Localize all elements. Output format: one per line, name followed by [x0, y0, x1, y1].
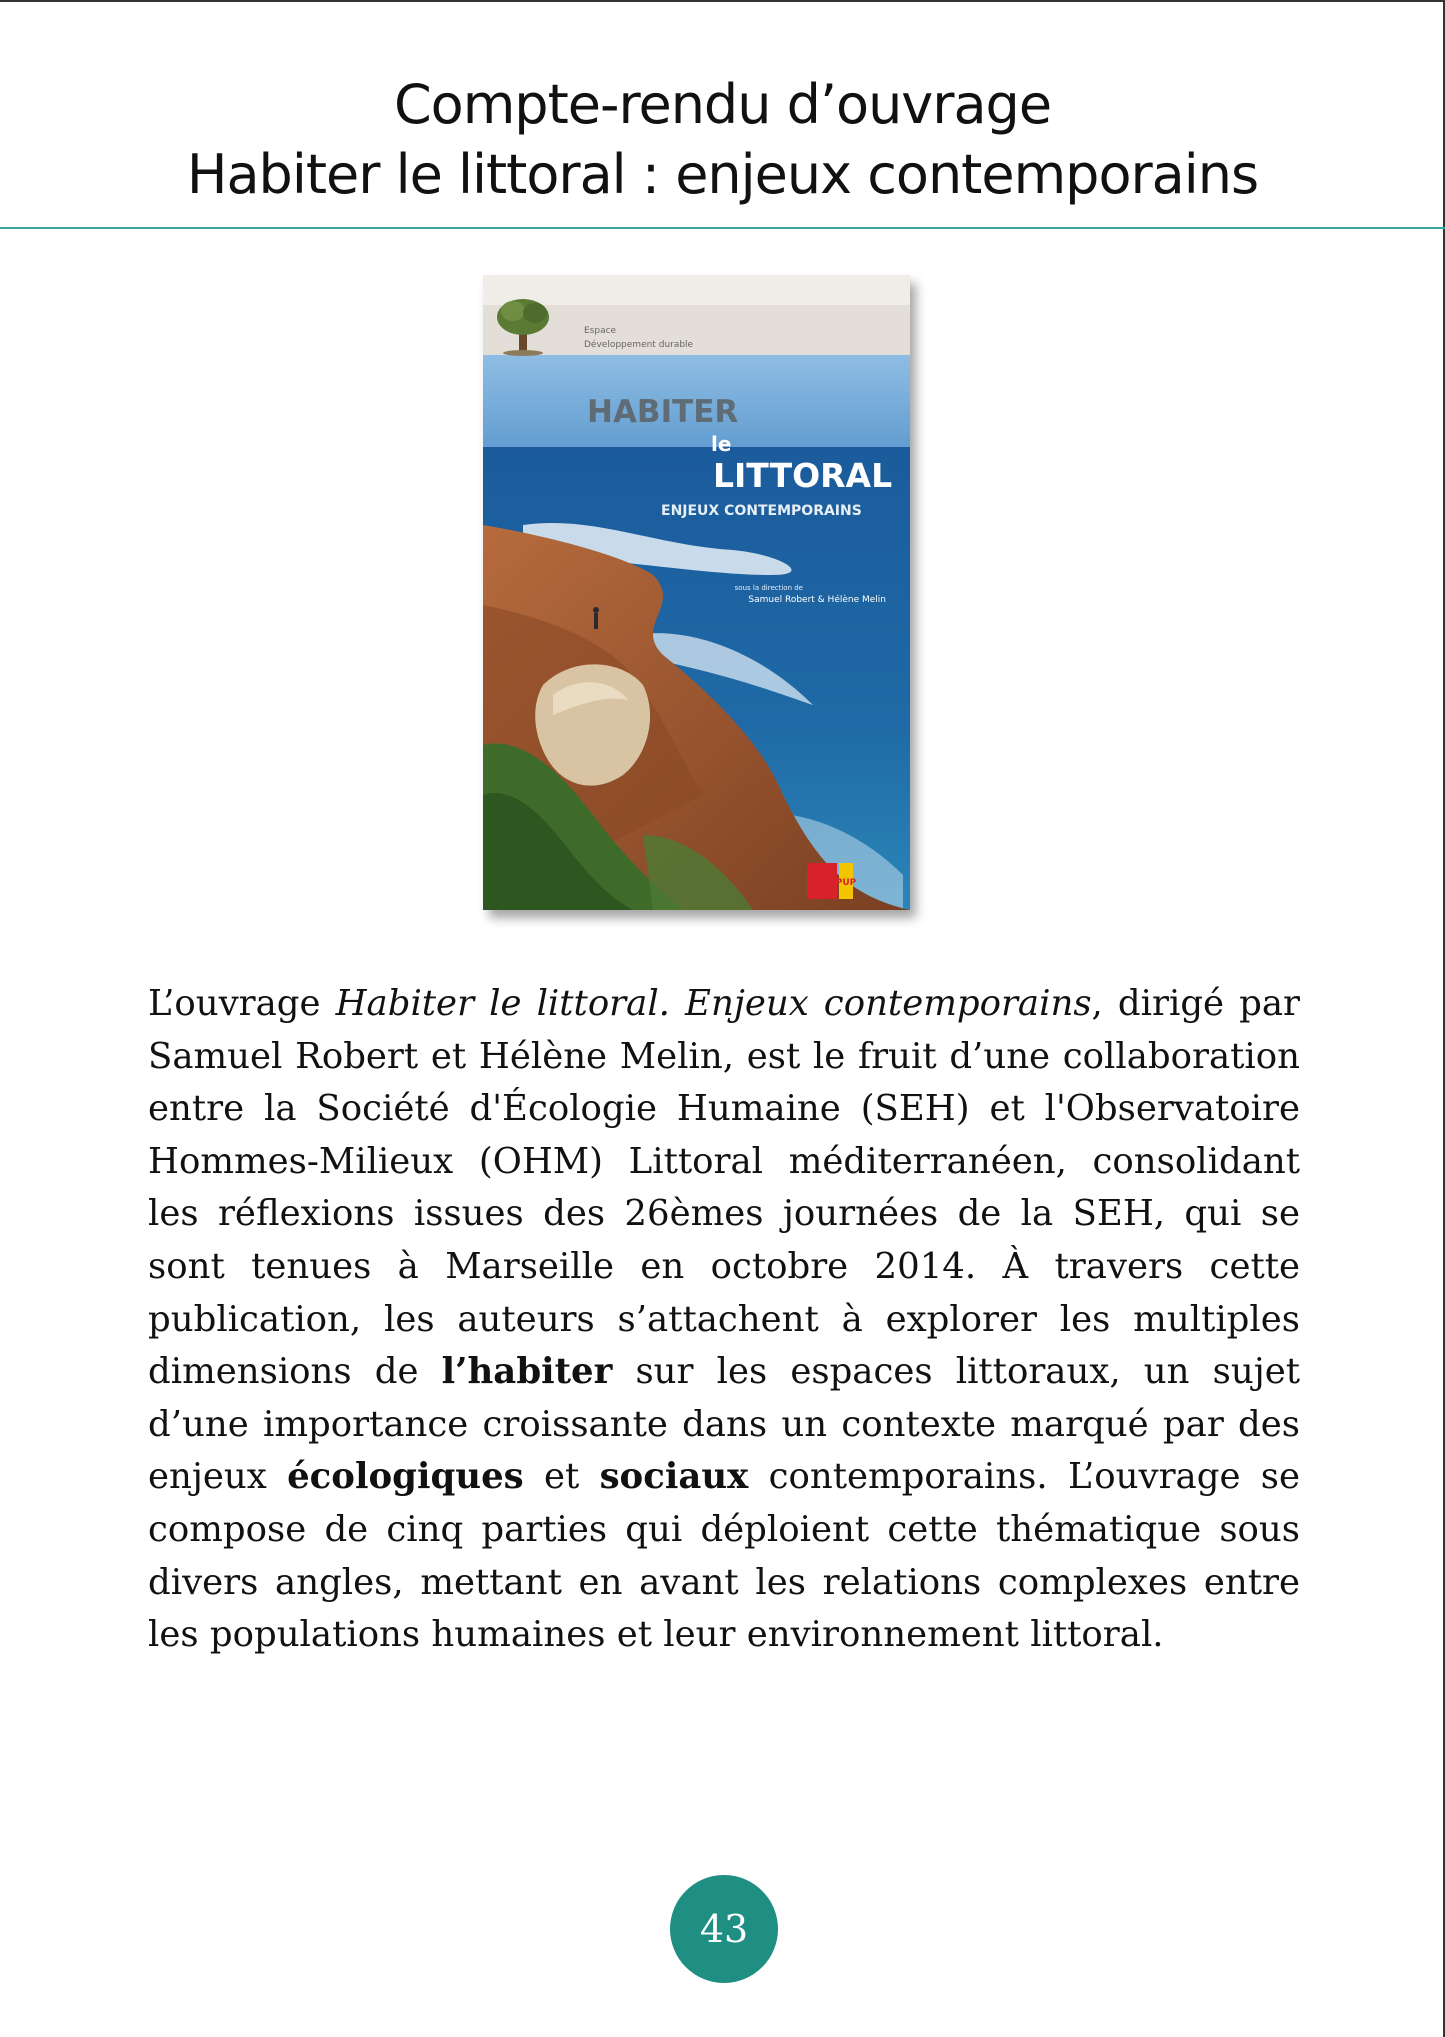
keyword-sociaux: sociaux: [599, 1456, 749, 1498]
cover-title-word-1: HABITER: [587, 394, 739, 430]
publisher-mark: PUP: [835, 878, 857, 888]
page-number-badge: [670, 1875, 778, 1983]
header-title-line-2: Habiter le littoral : enjeux contemporains: [186, 143, 1259, 206]
cover-series-line-1: Espace: [584, 326, 617, 336]
header-divider: [0, 227, 1445, 229]
keyword-ecologiques: écologiques: [287, 1456, 524, 1498]
book-title-italic: Habiter le littoral. Enjeux contemporains: [335, 983, 1092, 1024]
header-title-line-1: Compte-rendu d’ouvrage: [393, 73, 1052, 136]
paragraph-text-1: L’ouvrage: [148, 983, 336, 1024]
paragraph-text-2: , dirigé par Samuel Robert et Hélène Melin, est le fruit d’une collaboration entre la Société d'Écologie Humaine (SEH) et l'Observatoire Hommes-Milieux (OHM) Littoral méditerranéen, consolidant les réflexions issues des 26èmes journées de la SEH, qui se sont tenues à Marseille en octobre 2014. À travers cette publication, les auteurs s’attachent à explorer les multiples dimensions de: [148, 983, 1300, 1393]
cover-title-word-3: LITTORAL: [713, 456, 893, 495]
cover-title-word-2: le: [711, 432, 732, 456]
paragraph-text-5: contemporains. L’ouvrage se compose de cinq parties qui déploient cette thématique sous divers angles, mettant en avant les relations complexes entre les populations humaines et leur environnement littoral.: [148, 1456, 1300, 1656]
cover-series-line-2: Développement durable: [584, 340, 694, 350]
book-cover: [483, 275, 910, 910]
review-paragraph: [148, 978, 1300, 1662]
keyword-habiter: l’habiter: [441, 1351, 613, 1393]
paragraph-text-3: sur les espaces littoraux, un sujet d’une importance croissante dans un contexte marqué par des enjeux: [148, 1351, 1300, 1498]
cover-subtitle: ENJEUX CONTEMPORAINS: [661, 503, 862, 519]
publisher-logo: [807, 863, 857, 899]
paragraph-text-4: et: [523, 1456, 600, 1498]
page-number: 43: [699, 1907, 749, 1951]
cover-authors: Samuel Robert & Hélène Melin: [748, 595, 886, 605]
cover-direction-label: sous la direction de: [734, 584, 803, 592]
book-cover-illustration: [483, 275, 910, 910]
page-header: [0, 70, 1445, 210]
